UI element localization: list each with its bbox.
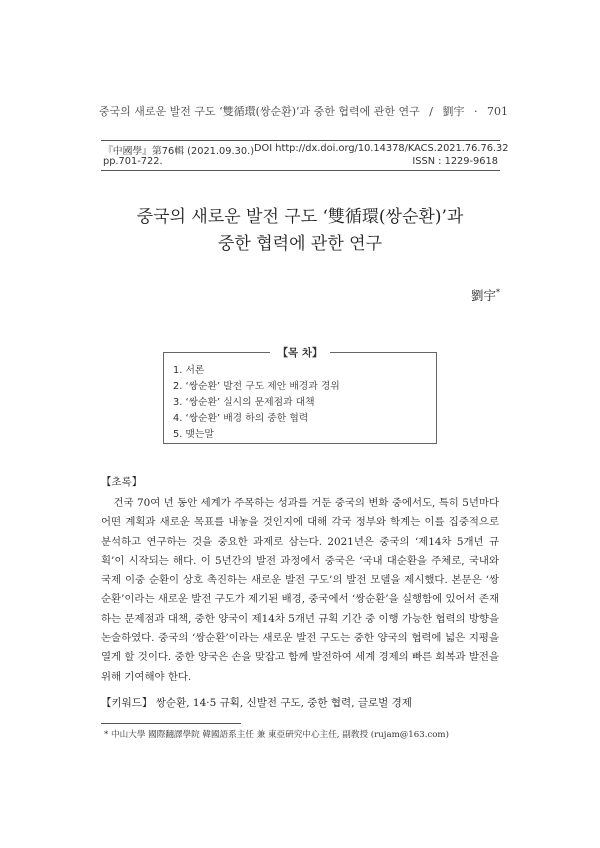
toc-item: 3. ‘쌍순환’ 실시의 문제점과 대책 (173, 397, 315, 408)
page-number: 701 (487, 105, 508, 118)
journal-meta-row-1 (103, 143, 509, 157)
footnote-text: 中山大學 國際翻譯學院 韓國語系主任 兼 東亞硏究中心主任, 副敎授 (rujam@163.com) (111, 730, 449, 740)
keywords-text: 쌍순환, 14·5 규획, 신발전 구도, 중한 협력, 글로벌 경제 (155, 697, 412, 709)
issn: ISSN : 1229-9618 (412, 156, 498, 167)
keywords-label: 【키워드】 (101, 697, 153, 709)
keywords (101, 695, 412, 710)
journal-meta-row-2 (103, 156, 498, 167)
footnote-rule (101, 723, 241, 724)
toc-item: 2. ‘쌍순환’ 발전 구도 제안 배경과 경위 (173, 381, 340, 392)
page-range: pp.701-722. (103, 156, 163, 167)
toc-item: 5. 맺는말 (173, 429, 214, 440)
author (471, 286, 500, 304)
toc-heading-wrap (164, 345, 436, 360)
toc-item: 4. ‘쌍순환’ 배경 하의 중한 협력 (173, 413, 309, 424)
running-header-bullet: · (474, 105, 478, 118)
author-name: 劉宇 (470, 288, 496, 303)
journal-name: 『中國學』第76輯 (2021.09.30.) (103, 146, 255, 157)
paper-title-line-2: 중한 협력에 관한 연구 (217, 234, 382, 254)
footnote-mark: * (104, 730, 109, 740)
paper-title (0, 204, 600, 258)
doi-link[interactable]: DOI http://dx.doi.org/10.14378/KACS.2021.76.76.32 (254, 143, 509, 154)
paper-title-line-1: 중국의 새로운 발전 구도 ‘雙循環(쌍순환)’과 (136, 207, 464, 227)
toc-heading: 【목 차】 (270, 347, 331, 359)
abstract-text: 건국 70여 년 동안 세계가 주목하는 성과를 거둔 중국의 변화 중에서도, 특히 5년마다 어떤 계획과 새로운 목표를 내놓을 것인지에 대해 각국 정부와 학계는 이를 집중적으로 분석하고 연구하는 것을 중요한 과제로 삼는다. 2021년은 중국의 ‘제14차 5개년 규획’이 시작되는 해다. 이 5년간의 발전 과정에서 중국은 ‘국내 대순환을 주체로, 국내와 국제 이중 순환이 상호 촉진하는 새로운 발전 구도’의 발전 모델을 제시했다. 본문은 ‘쌍순환’이라는 새로운 발전 구도가 제기된 배경, 중국에서 ‘쌍순환’을 실행함에 있어서 존재하는 문제점과 대책, 중한 양국이 제14차 5개년 규획 기간 중 이행 가능한 협력의 방향을 논술하였다. 중국의 ‘쌍순환’이라는 새로운 발전 구도는 중한 양국의 협력에 넓은 지평을 열게 할 것이다. 중한 양국은 손을 맞잡고 함께 발전하여 세계 경제의 빠른 회복과 발전을 위해 기여해야 한다. (101, 497, 499, 683)
running-header-separator: / (429, 105, 433, 118)
journal-meta-box (101, 140, 509, 171)
footnote (104, 728, 449, 740)
running-header-title: 중국의 새로운 발전 구도 ‘雙循環(쌍순환)’과 중한 협력에 관한 연구 (98, 105, 420, 118)
toc-list (173, 363, 340, 443)
running-header (99, 103, 508, 119)
running-header-author: 劉宇 (442, 105, 465, 118)
abstract-label: 【초록】 (101, 476, 143, 488)
table-of-contents (163, 347, 437, 444)
toc-item: 1. 서론 (173, 365, 205, 376)
author-footnote-mark: * (496, 287, 500, 297)
